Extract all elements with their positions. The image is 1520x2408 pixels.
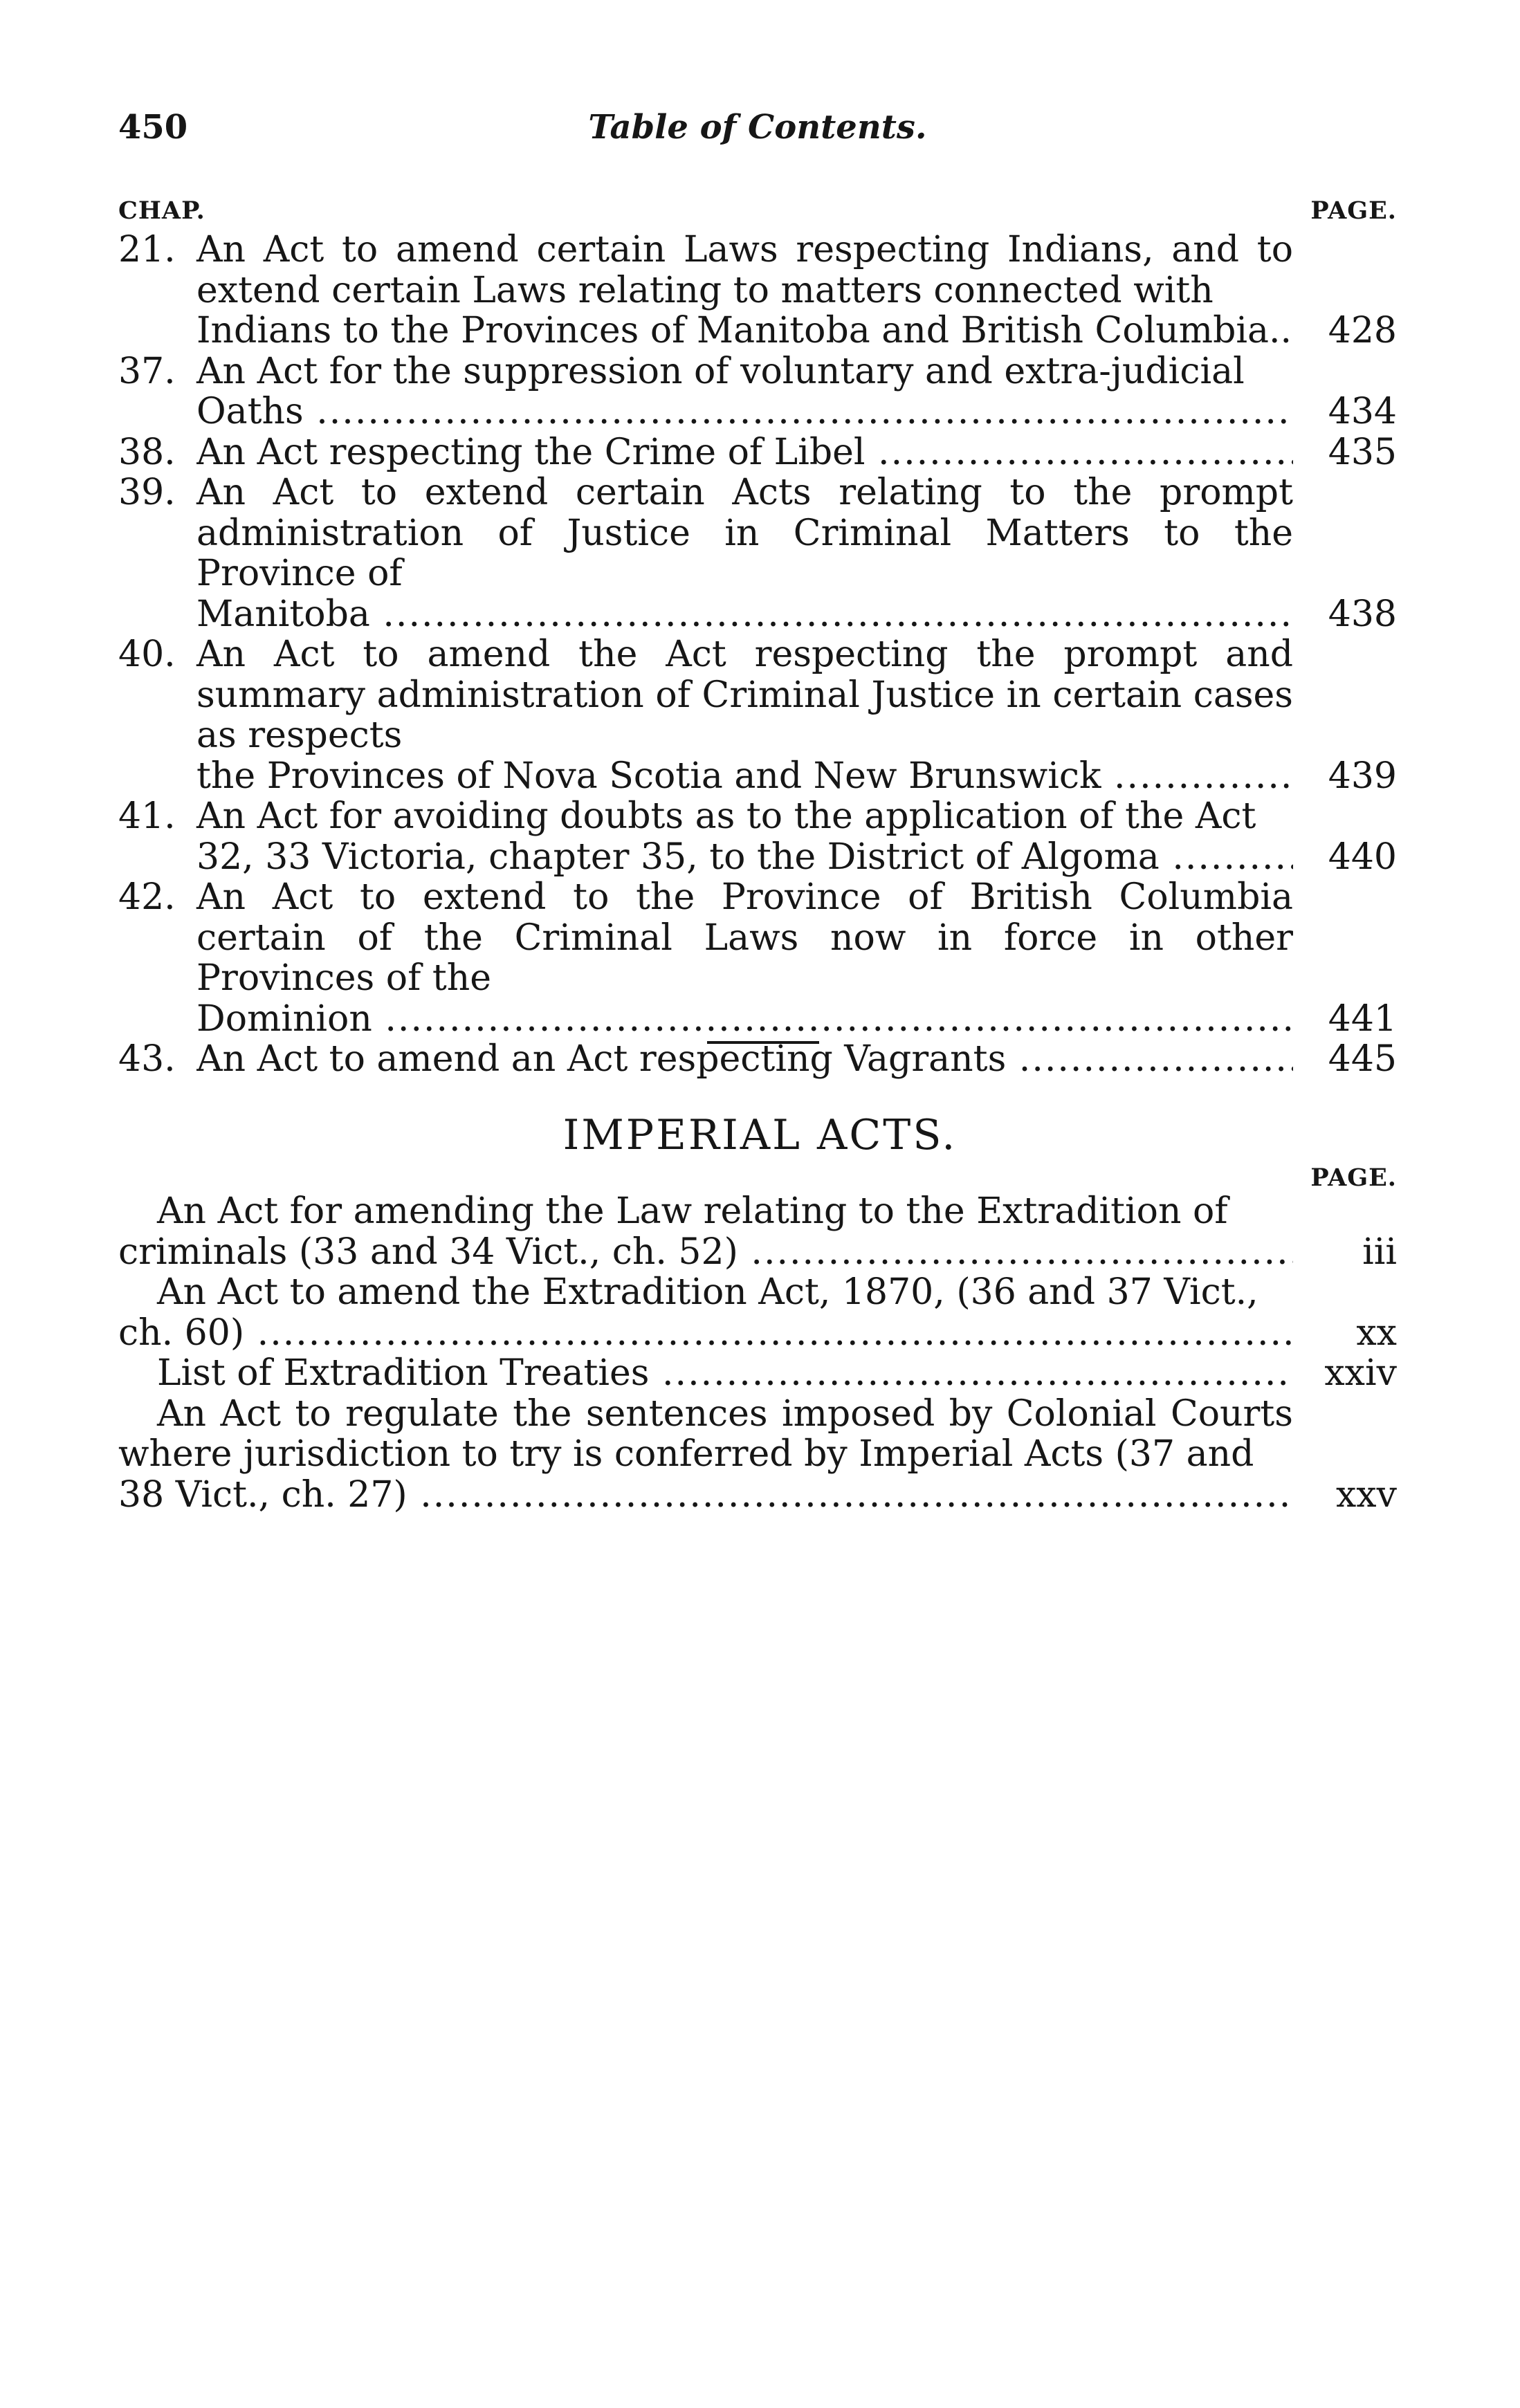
toc-entry: [118, 796, 1397, 877]
chapter-number: 42.: [118, 876, 176, 918]
chapter-number: 40.: [118, 634, 176, 675]
page-ref: 434: [1328, 391, 1397, 432]
entry-leader-line: List of Extradition Treaties .....: [118, 1353, 1293, 1394]
entry-text: An Act for amending the Law relating to the Extradition of: [157, 1191, 1228, 1232]
chapter-number: 39.: [118, 472, 176, 513]
imperial-entry: [118, 1272, 1397, 1353]
page-ref: 445: [1328, 1038, 1397, 1080]
page-ref: 440: [1328, 836, 1397, 878]
toc-entry: [118, 432, 1397, 473]
entry-leader-line: An Act to amend an Act respecting Vagrants .....: [196, 1039, 1293, 1080]
page-ref: xxv: [1335, 1473, 1397, 1516]
toc-entry: [118, 877, 1397, 1039]
toc-entry: [118, 634, 1397, 796]
imperial-entry: [118, 1394, 1397, 1516]
entry-text: An Act to amend certain Laws respecting Indians, and to extend certain Laws relating to matters connected with: [196, 229, 1293, 311]
toc-entry: [118, 472, 1397, 634]
chapter-number: 43.: [118, 1038, 176, 1080]
entry-leader-line: ch. 60) .....: [118, 1313, 1293, 1354]
entry-leader-line: Dominion .....: [196, 999, 1293, 1040]
imperial-acts-heading: IMPERIAL ACTS.: [562, 1111, 958, 1159]
chapter-column-heading: CHAP.: [118, 196, 205, 225]
page-ref: 428: [1328, 310, 1397, 351]
entry-text: An Act to amend the Act respecting the prompt and summary administration of Criminal Justice in certain cases as respects: [196, 634, 1293, 756]
page-ref: 438: [1328, 593, 1397, 635]
entry-leader-line: 38 Vict., ch. 27) .....: [118, 1475, 1293, 1516]
page-ref: 441: [1328, 998, 1397, 1040]
page-ref: iii: [1362, 1231, 1397, 1273]
entry-leader-line: criminals (33 and 34 Vict., ch. 52) .....: [118, 1232, 1293, 1273]
toc-list: [118, 230, 1397, 1080]
entry-text: An Act to regulate the sentences imposed by Colonial Courts where jurisdiction to try is conferred by Imperial Acts (37 and: [118, 1393, 1293, 1475]
chapter-number: 21.: [118, 229, 176, 270]
page-ref: xxiv: [1324, 1352, 1397, 1394]
toc-entry: [118, 1039, 1397, 1080]
entry-leader-line: the Provinces of Nova Scotia and New Brunswick .....: [196, 756, 1293, 797]
column-headings: [118, 196, 1397, 227]
imperial-entry: [118, 1353, 1397, 1394]
running-head: [118, 108, 1397, 163]
toc-entry: [118, 351, 1397, 432]
entry-text: An Act for the suppression of voluntary and extra-judicial: [196, 350, 1245, 392]
entry-text: An Act for avoiding doubts as to the application of the Act: [196, 796, 1256, 837]
page-ref: 439: [1328, 755, 1397, 797]
entry-leader-line: An Act respecting the Crime of Libel .....: [196, 432, 1293, 473]
chapter-number: 37.: [118, 350, 176, 392]
page-column-heading: PAGE.: [1310, 196, 1397, 225]
imperial-page-column-heading: PAGE.: [1310, 1164, 1397, 1192]
entry-leader-line: 32, 33 Victoria, chapter 35, to the District of Algoma .....: [196, 837, 1293, 878]
section-divider-rule: [707, 1041, 819, 1044]
entry-text: An Act to amend the Extradition Act, 1870, (36 and 37 Vict.,: [157, 1271, 1258, 1313]
chapter-number: 38.: [118, 431, 176, 473]
entry-text: An Act to extend certain Acts relating to the prompt administration of Justice in Criminal Matters to the Province of: [196, 472, 1293, 594]
imperial-acts-list: [118, 1191, 1397, 1515]
entry-leader-line: Manitoba .....: [196, 594, 1293, 635]
page-number: 450: [118, 108, 188, 147]
toc-entry: [118, 230, 1397, 351]
entry-leader-line: Oaths .....: [196, 392, 1293, 432]
running-title: Table of Contents.: [588, 108, 927, 147]
imperial-entry: [118, 1191, 1397, 1272]
chapter-number: 41.: [118, 796, 176, 837]
page-ref: 435: [1328, 431, 1397, 473]
entry-leader-line: Indians to the Provinces of Manitoba and British Columbia.. .....: [196, 311, 1293, 351]
entry-text: An Act to extend to the Province of British Columbia certain of the Criminal Laws now in force in other Provinces of the: [196, 876, 1293, 999]
page-ref: xx: [1356, 1312, 1397, 1354]
